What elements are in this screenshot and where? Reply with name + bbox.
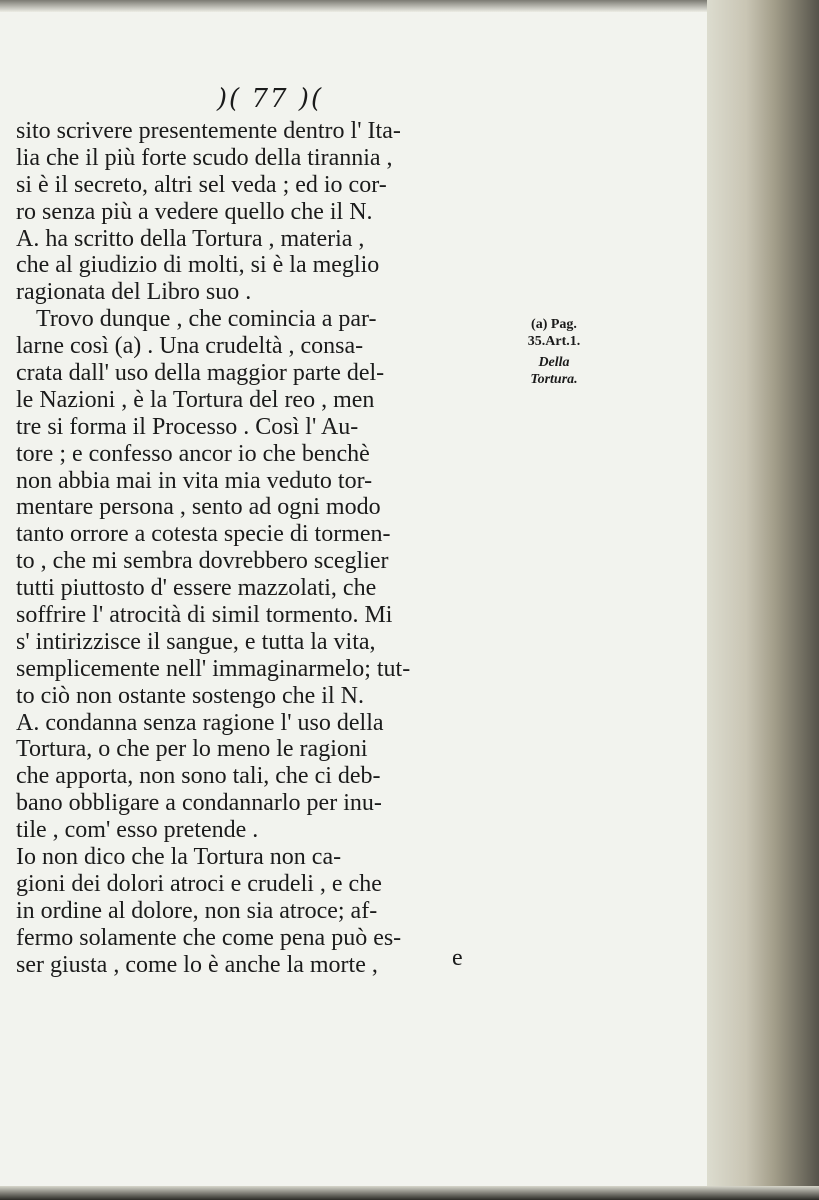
text-line: in ordine al dolore, non sia atroce; af- [16,897,378,924]
catchword: e [452,945,463,971]
page-number-header: )( 77 )( [216,84,324,114]
text-line: tore ; e confesso ancor io che benchè [16,440,370,467]
text-line: che apporta, non sono tali, che ci deb- [16,763,381,790]
text-line: soffrire l' atrocità di simil tormento. Mi [16,602,393,629]
text-line: tutti piuttosto d' essere mazzolati, che [16,575,377,602]
text-line: lia che il più forte scudo della tirannia , [16,144,393,171]
text-line: ser giusta , come lo è anche la morte , [16,951,378,978]
text-line: fermo solamente che come pena può es- [16,924,402,951]
text-line: gioni dei dolori atroci e crudeli , e che [16,870,382,897]
text-line: tile , com' esso pretende . [16,817,259,844]
body-text [16,118,516,979]
text-line: non abbia mai in vita mia veduto tor- [16,467,373,494]
text-line: ro senza più a vedere quello che il N. [16,198,373,225]
text-line: to , che mi sembra dovrebbero sceglier [16,548,389,575]
text-line: semplicemente nell' immaginarmelo; tut- [16,655,411,682]
text-line: tre si forma il Processo . Così l' Au- [16,413,359,440]
page-top-edge [0,0,819,12]
text-line: tanto orrore a cotesta specie di tormen- [16,521,391,548]
text-line: A. ha scritto della Tortura , materia , [16,225,365,252]
text-line: A. condanna senza ragione l' uso della [16,709,384,736]
page-bottom-edge [0,1186,819,1200]
text-line: le Nazioni , è la Tortura del reo , men [16,386,375,413]
text-line: crata dall' uso della maggior parte del- [16,360,385,387]
text-line: si è il secreto, altri sel veda ; ed io cor- [16,171,387,198]
margin-note-line: (a) Pag. [531,317,577,332]
margin-note-line: Della [538,355,570,370]
text-line: Io non dico che la Tortura non ca- [16,844,342,871]
text-line: s' intirizzisce il sangue, e tutta la vita, [16,628,376,655]
text-line: ragionata del Libro suo . [16,279,252,306]
text-line: mentare persona , sento ad ogni modo [16,494,381,521]
text-line: larne così (a) . Una crudeltà , consa- [16,333,364,360]
margin-note-line: Tortura. [530,372,578,387]
text-line: sito scrivere presentemente dentro l' Ita- [16,118,401,144]
text-line: bano obbligare a condannarlo per inu- [16,790,382,817]
text-line: che al giudizio di molti, si è la meglio [16,252,380,279]
margin-note [509,316,599,388]
margin-note-line: 35.Art.1. [527,334,581,349]
page-fore-edge [707,0,819,1200]
text-line: to ciò non ostante sostengo che il N. [16,682,364,709]
text-line: Tortura, o che per lo meno le ragioni [16,736,368,763]
text-line: Trovo dunque , che comincia a par- [36,306,377,333]
